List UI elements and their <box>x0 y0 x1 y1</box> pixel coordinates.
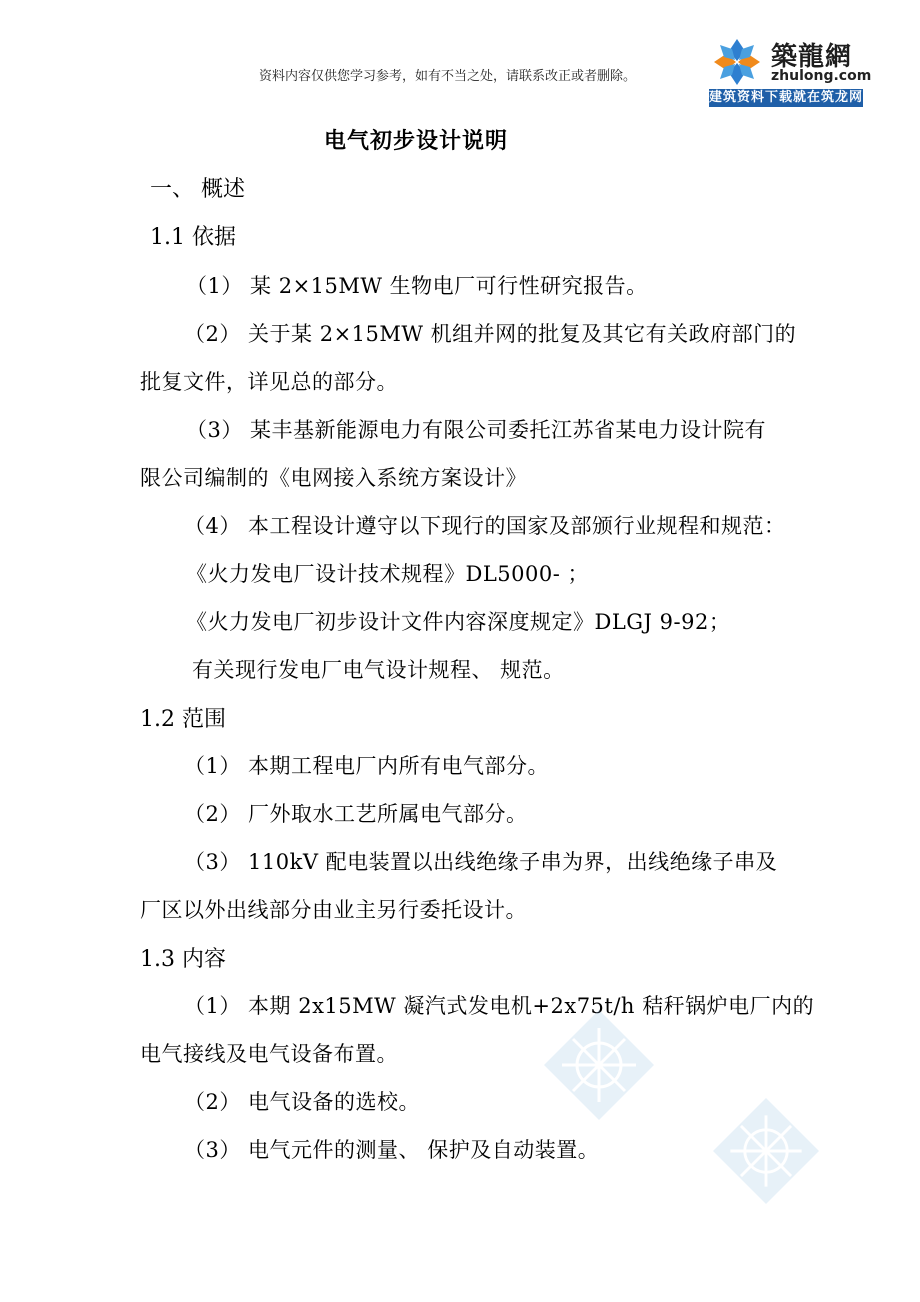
zhulong-logo[interactable] <box>709 34 872 107</box>
section-heading-overview: 一、 概述 <box>150 177 245 202</box>
logo-top <box>709 34 872 88</box>
paragraph-line: （3） 电气元件的测量、 保护及自动装置。 <box>184 1138 600 1162</box>
heading-1-1: 1.1 依据 <box>150 225 236 250</box>
heading-1-3: 1.3 内容 <box>140 947 226 972</box>
logo-name-cn: 築龍網 <box>771 42 853 72</box>
watermark-logo-icon <box>544 1010 654 1120</box>
paragraph-line: （1） 本期 2x15MW 凝汽式发电机+2x75t/h 秸秆锅炉电厂内的 <box>184 994 815 1018</box>
paragraph-line: 《火力发电厂设计技术规程》DL5000- ； <box>186 562 589 586</box>
paragraph-line: （3） 某丰基新能源电力有限公司委托江苏省某电力设计院有 <box>186 418 767 442</box>
logo-slogan: 建筑资料下载就在筑龙网 <box>709 90 864 105</box>
zhulong-logo-icon <box>712 37 762 87</box>
paragraph-line: （4） 本工程设计遵守以下现行的国家及部颁行业规程和规范： <box>184 514 786 538</box>
document-title: 电气初步设计说明 <box>324 128 509 154</box>
paragraph-line: 电气接线及电气设备布置。 <box>140 1042 398 1066</box>
paragraph-line: （2） 关于某 2×15MW 机组并网的批复及其它有关政府部门的 <box>184 322 797 346</box>
paragraph-line: （2） 厂外取水工艺所属电气部分。 <box>184 802 528 826</box>
paragraph-line: （3） 110kV 配电装置以出线绝缘子串为界，出线绝缘子串及 <box>184 850 778 874</box>
paragraph-line: （1） 本期工程电厂内所有电气部分。 <box>184 754 550 778</box>
paragraph-line: （1） 某 2×15MW 生物电厂可行性研究报告。 <box>186 274 648 298</box>
paragraph-line: 厂区以外出线部分由业主另行委托设计。 <box>140 898 527 922</box>
header-disclaimer: 资料内容仅供您学习参考，如有不当之处，请联系改正或者删除。 <box>259 69 637 84</box>
paragraph-line: 批复文件，详见总的部分。 <box>140 370 398 394</box>
paragraph-line: 限公司编制的《电网接入系统方案设计》 <box>140 466 527 490</box>
paragraph-line: （2） 电气设备的选校。 <box>184 1090 421 1114</box>
paragraph-line: 《火力发电厂初步设计文件内容深度规定》DLGJ 9-92； <box>186 610 731 634</box>
paragraph-line: 有关现行发电厂电气设计规程、 规范。 <box>192 658 565 682</box>
watermark-logo-icon <box>713 1098 819 1204</box>
heading-1-2: 1.2 范围 <box>140 707 226 732</box>
logo-domain: zhulong.com <box>771 68 872 84</box>
